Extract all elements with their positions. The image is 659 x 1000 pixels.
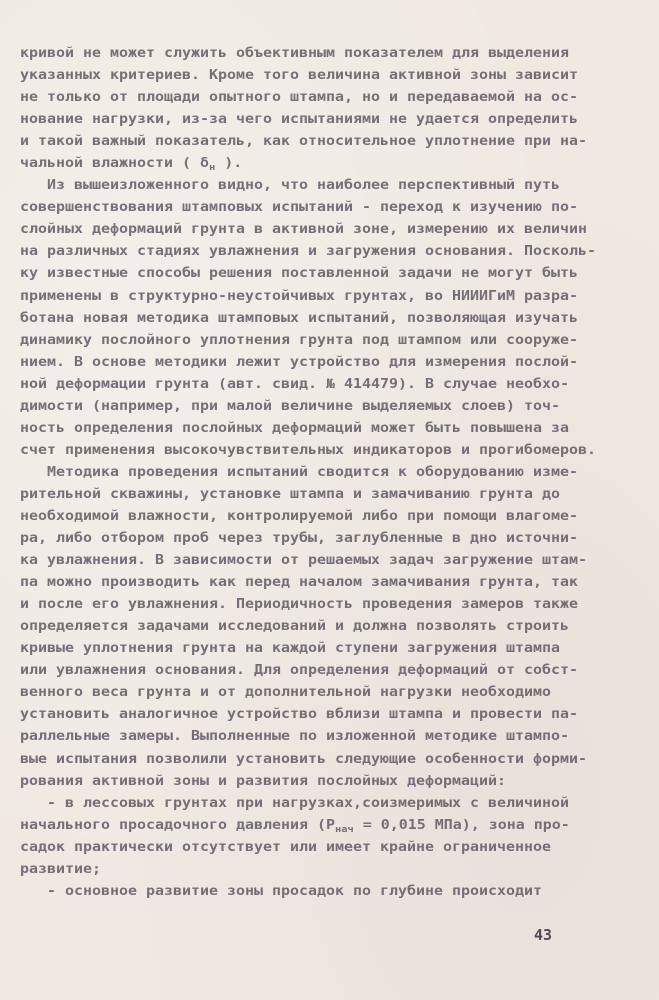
- subscript-n: н: [209, 163, 216, 174]
- text-line: Из вышеизложенного видно, что наиболее перспективный путь: [20, 178, 561, 194]
- text-fragment: = 0,015 МПа), зона про-: [353, 817, 570, 833]
- text-line: ра, либо отбором проб через трубы, заглубленные в дно источни-: [20, 531, 579, 547]
- text-line: раллельные замеры. Выполненные по изложенной методике штампо-: [20, 729, 570, 745]
- text-line: ботана новая методика штамповых испытаний, позволяющая изучать: [20, 310, 579, 326]
- text-line: необходимой влажности, контролируемой либо при помощи влагоме-: [20, 508, 579, 524]
- text-line: вые испытания позволили установить следующие особенности форми-: [20, 751, 588, 767]
- text-line: нием. В основе методики лежит устройство для измерения послой-: [20, 354, 579, 370]
- text-line: димости (например, при малой величине выделяемых слоев) точ-: [20, 398, 561, 414]
- text-line: кривой не может служить объективным показателем для выделения: [20, 46, 570, 61]
- text-line: па можно производить как перед началом замачивания грунта, так: [20, 575, 579, 591]
- text-line: [20, 153, 659, 175]
- text-line: совершенствования штамповых испытаний - переход к изучению по-: [20, 200, 579, 216]
- text-line: ность определения послойных деформаций может быть повышена за: [20, 420, 570, 436]
- text-line: указанных критериев. Кроме того величина активной зоны зависит: [20, 68, 579, 84]
- text-line: применены в структурно-неустойчивых грунтах, во НИИИГиМ разра-: [20, 288, 579, 304]
- text-line: нование нагрузки, из-за чего испытаниями не удается определить: [20, 112, 579, 128]
- text-line: [20, 815, 659, 837]
- text-line: Методика проведения испытаний сводится к оборудованию изме-: [20, 464, 579, 480]
- text-line: венного веса грунта и от дополнительной нагрузки необходимо: [20, 685, 552, 701]
- text-line: и после его увлажнения. Периодичность проведения замеров также: [20, 597, 579, 613]
- subscript-nach: нач: [335, 824, 354, 835]
- text-line: или увлажнения основания. Для определения деформаций от собст-: [20, 663, 579, 679]
- text-line: не только от площади опытного штампа, но и передаваемой на ос-: [20, 90, 579, 106]
- text-line: ной деформации грунта (авт. свид. № 414479). В случае необхо-: [20, 376, 570, 392]
- text-line: развитие;: [20, 861, 102, 877]
- text-line: определяется задачами исследований и должна позволять строить: [20, 619, 570, 635]
- body-text: [20, 43, 650, 903]
- text-line: рования активной зоны и развития послойных деформаций:: [20, 773, 507, 789]
- text-line: установить аналогичное устройство вблизи штампа и провести па-: [20, 707, 579, 723]
- text-line: счет применения высокочувствительных индикаторов и прогибомеров.: [20, 442, 597, 458]
- text-line: - в лессовых грунтах при нагрузках,соизмеримых с величиной: [20, 795, 570, 811]
- text-line: садок практически отсутствует или имеет крайне ограниченное: [20, 839, 552, 855]
- text-line: - основное развитие зоны просадок по глубине происходит: [20, 883, 543, 899]
- text-line: ка увлажнения. В зависимости от решаемых задач загружение штам-: [20, 553, 588, 569]
- text-line: кривые уплотнения грунта на каждой ступени загружения штампа: [20, 641, 561, 657]
- text-line: динамику послойного уплотнения грунта под штампом или сооруже-: [20, 332, 579, 348]
- text-line: слойных деформаций грунта в активной зоне, измерению их величин: [20, 222, 588, 238]
- text-fragment: чальной влажности ( δ: [20, 156, 210, 172]
- text-fragment: начального просадочного давления (Р: [20, 817, 336, 833]
- text-line: на различных стадиях увлажнения и загружения основания. Посколь-: [20, 244, 597, 260]
- text-fragment: ).: [215, 156, 243, 172]
- text-line: ку известные способы решения поставленной задачи не могут быть: [20, 266, 579, 282]
- text-line: рительной скважины, установке штампа и замачиванию грунта до: [20, 486, 561, 502]
- text-line: и такой важный показатель, как относительное уплотнение при на-: [20, 134, 588, 150]
- page-number: 43: [534, 926, 553, 944]
